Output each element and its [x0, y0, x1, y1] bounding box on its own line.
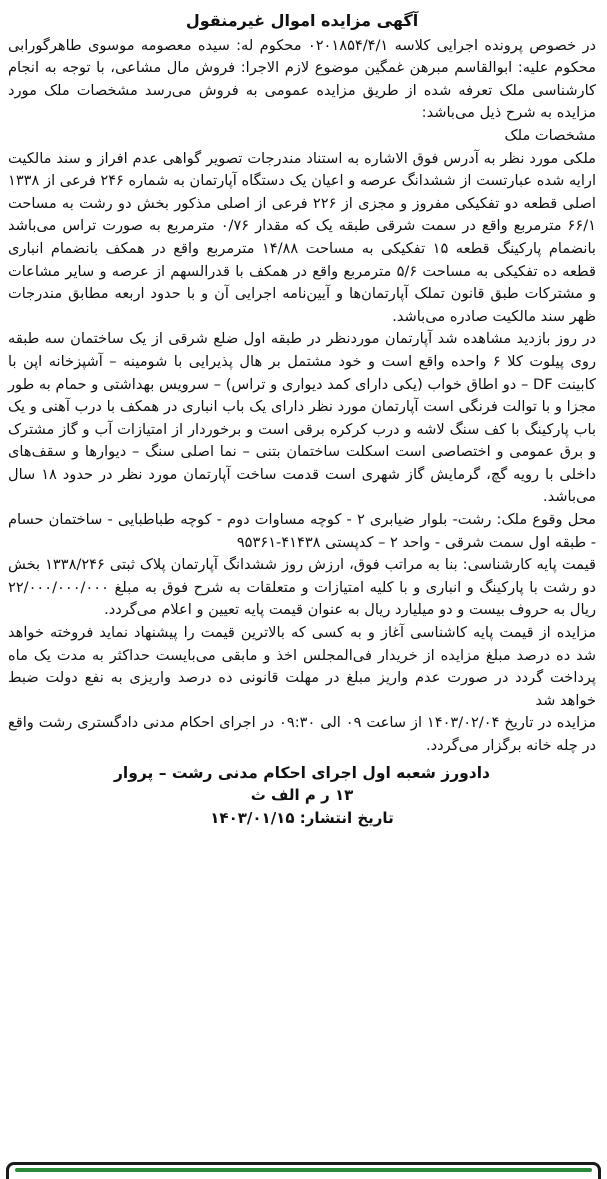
intro-paragraph: در خصوص پرونده اجرایی کلاسه ۰۲۰۱۸۵۴/۴/۱ محکوم له: سیده معصومه موسوی طاهرگورابی محکوم علیه: ابوالقاسم مبرهن غمگین موضوع لازم الاجرا: فروش مال مشاعی، با توجه به انجام کارشناسی ملک تعرفه شده از طریق مزایده عمومی به فروش می‌رسد مشخصات ملک مورد مزایده به شرح ذیل می‌باشد:	[8, 36, 596, 122]
spec-heading: مشخصات ملک	[504, 126, 596, 144]
auction-notice	[8, 10, 596, 829]
price-paragraph: قیمت پایه کارشناسی: بنا به مراتب فوق، ارزش روز ششدانگ آپارتمان پلاک ثبتی ۱۳۳۸/۲۴۶ بخش دو رشت با پارکینگ و انباری و با کلیه امتیازات و متعلقات به شرح فوق به مبلغ ۲۲/۰۰۰/۰۰۰/۰۰۰ ریال به حروف بیست و دو میلیارد ریال به عنوان قیمت پایه تعیین و اعلام می‌گردد.	[8, 556, 596, 619]
reference-code: ۱۳ ر م الف ث	[250, 786, 354, 805]
signature-line: دادورز شعبه اول اجرای احکام مدنی رشت – پروار	[113, 763, 491, 782]
visit-paragraph: در روز بازدید مشاهده شد آپارتمان مورد‌نظر در طبقه اول ضلع شرقی از یک ساختمان سه طبقه روی پیلوت کلا ۶ واحده واقع است و خود مشتمل بر هال پذیرایی با شومینه – آشپزخانه اپن با کابینت DF – دو اطاق خواب (یکی دارای کمد دیواری و تراس) – سرویس بهداشتی و حمام به طور مجزا و با توالت فرنگی است آپارتمان مورد نظر دارای یک باب انباری در همکف با درب آهنی و یک باب پارکینگ با کف سنگ لاشه و درب کرکره برقی است و برخوردار از امتیازات آب و گاز مشترک و برق عمومی و اختصاصی است اسکلت ساختمان بتنی – نما اصلی سنگ – دیوارها و سقف‌های داخلی با رویه گچ، گرمایش گاز شهری است قدمت ساخت آپارتمان مورد نظر در حدود ۱۸ سال می‌باشد.	[8, 330, 597, 506]
terms-paragraph: مزایده از قیمت پایه کاشناسی آغاز و به کسی که بالاترین قیمت را پیشنهاد نماید فروخته خواهد شد ده درصد مبلغ مزایده از خریدار فی‌المجلس اخذ و مابقی می‌بایست حداکثر به مدت یک ماه پرداخت گردد در صورت عدم واریز مبلغ در مهلت قانونی ده درصد واریزی به نفع دولت ضبط خواهد شد	[8, 624, 596, 709]
notice-title: آگهی مزایده اموال غیرمنقول	[185, 11, 419, 30]
date-place-paragraph: مزایده در تاریخ ۱۴۰۳/۰۲/۰۴ از ساعت ۰۹ الی ۰۹:۳۰ در اجرای احکام مدنی دادگستری رشت واقع در چله خانه برگزار می‌گردد.	[8, 714, 597, 754]
publish-date: تاریخ انتشار: ۱۴۰۳/۰۱/۱۵	[210, 808, 394, 827]
location-paragraph: محل وقوع ملک: رشت- بلوار ضیابری ۲ - کوچه مساوات دوم - کوچه طباطبایی - ساختمان حسام - طبقه اول سمت شرقی - واحد ۲ – کدپستی ۴۱۴۳۸-۹۵۳۶۱	[8, 511, 596, 551]
spec-paragraph: ملکی مورد نظر به آدرس فوق الاشاره به استناد مندرجات تصویر گواهی عدم افراز و سند مالکیت ارایه شده عبارتست از ششدانگ عرصه و اعیان یک دستگاه آپارتمان به شماره ۲۴۶ فرعی از ۱۳۳۸ اصلی قطعه دو تفکیکی مفروز و مجزی از ۲۲۶ فرعی از اصلی مذکور بخش دو رشت به مساحت ۶۶/۱ مترمربع واقع در سمت شرقی طبقه یک که مقدار ۰/۷۶ مترمربع به صورت تراس می‌باشد بانضمام پارکینگ قطعه ۱۵ تفکیکی به مساحت ۱۴/۸۸ مترمربع واقع در همکف بانضمام انباری قطعه ده تفکیکی به مساحت ۵/۶ مترمربع واقع در همکف با قدرالسهم از عرصه و سایر مشاعات و مشترکات طبق قانون تملک آپارتمان‌ها و آیین‌نامه اجرایی آن و با حدود اربعه مطابق مندرجات ظهر سند مالکیت صادره می‌باشد.	[8, 149, 597, 325]
footer-decoration	[6, 1162, 601, 1179]
